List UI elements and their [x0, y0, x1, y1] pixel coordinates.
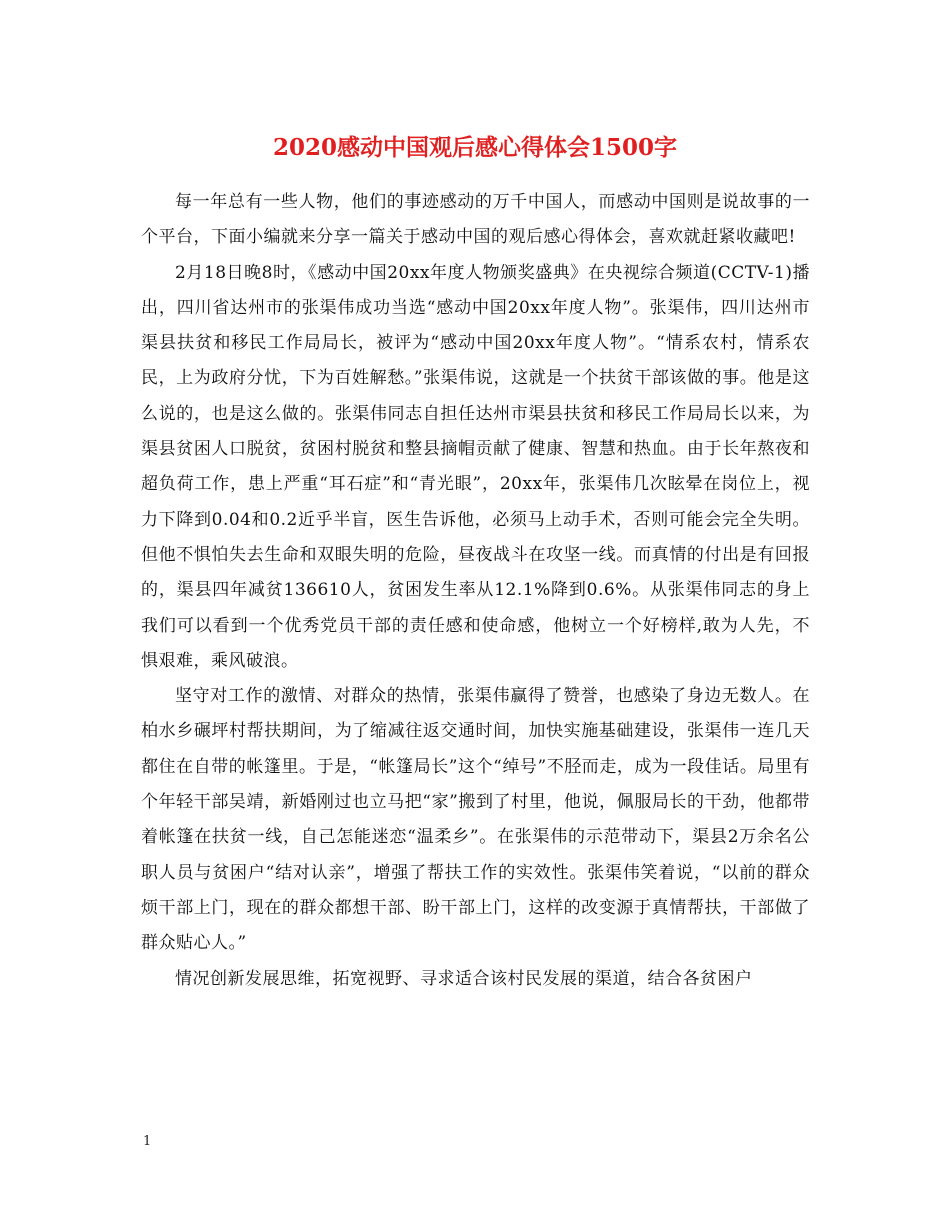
document-body	[141, 185, 810, 997]
paragraph-intro: 每一年总有一些人物，他们的事迹感动的万千中国人，而感动中国则是说故事的一个平台，下面小编就来分享一篇关于感动中国的观后感心得体会，喜欢就赶紧收藏吧!	[141, 192, 810, 248]
paragraph-innovation: 情况创新发展思维，拓宽视野、寻求适合该村民发展的渠道，结合各贫困户	[175, 968, 753, 989]
page-number: 1	[143, 1134, 152, 1149]
paragraph-dedication: 坚守对工作的激情、对群众的热情，张渠伟赢得了赞誉，也感染了身边无数人。在柏水乡碾坪村帮扶期间，为了缩减往返交通时间，加快实施基础建设，张渠伟一连几天都住在自带的帐篷里。于是，“帐篷局长”这个“绰号”不胫而走，成为一段佳话。局里有个年轻干部吴靖，新婚刚过也立马把“家”搬到了村里，他说，佩服局长的干劲，他都带着帐篷在扶贫一线，自己怎能迷恋“温柔乡”。在张渠伟的示范带动下，渠县2万余名公职人员与贫困户“结对认亲”，增强了帮扶工作的实效性。张渠伟笑着说，“以前的群众烦干部上门，现在的群众都想干部、盼干部上门，这样的改变源于真情帮扶，干部做了群众贴心人。”	[141, 686, 810, 954]
document-title: 2020感动中国观后感心得体会1500字	[272, 134, 678, 161]
paragraph-award: 2月18日晚8时，《感动中国20xx年度人物颁奖盛典》在央视综合频道(CCTV-1)播出，四川省达州市的张渠伟成功当选“感动中国20xx年度人物”。张渠伟，四川达州市渠县扶贫和移民工作局局长，被评为“感动中国20xx年度人物”。“情系农村，情系农民，上为政府分忧，下为百姓解愁。”张渠伟说，这就是一个扶贫干部该做的事。他是这么说的，也是这么做的。张渠伟同志自担任达州市渠县扶贫和移民工作局局长以来，为渠县贫困人口脱贫，贫困村脱贫和整县摘帽贡献了健康、智慧和热血。由于长年熬夜和超负荷工作，患上严重“耳石症”和“青光眼”，20xx年，张渠伟几次眩晕在岗位上，视力下降到0.04和0.2近乎半盲，医生告诉他，必须马上动手术，否则可能会完全失明。但他不惧怕失去生命和双眼失明的危险，昼夜战斗在攻坚一线。而真情的付出是有回报的，渠县四年减贫136610人，贫困发生率从12.1%降到0.6%。从张渠伟同志的身上我们可以看到一个优秀党员干部的责任感和使命感，他树立一个好榜样,敢为人先，不惧艰难，乘风破浪。	[141, 262, 810, 671]
